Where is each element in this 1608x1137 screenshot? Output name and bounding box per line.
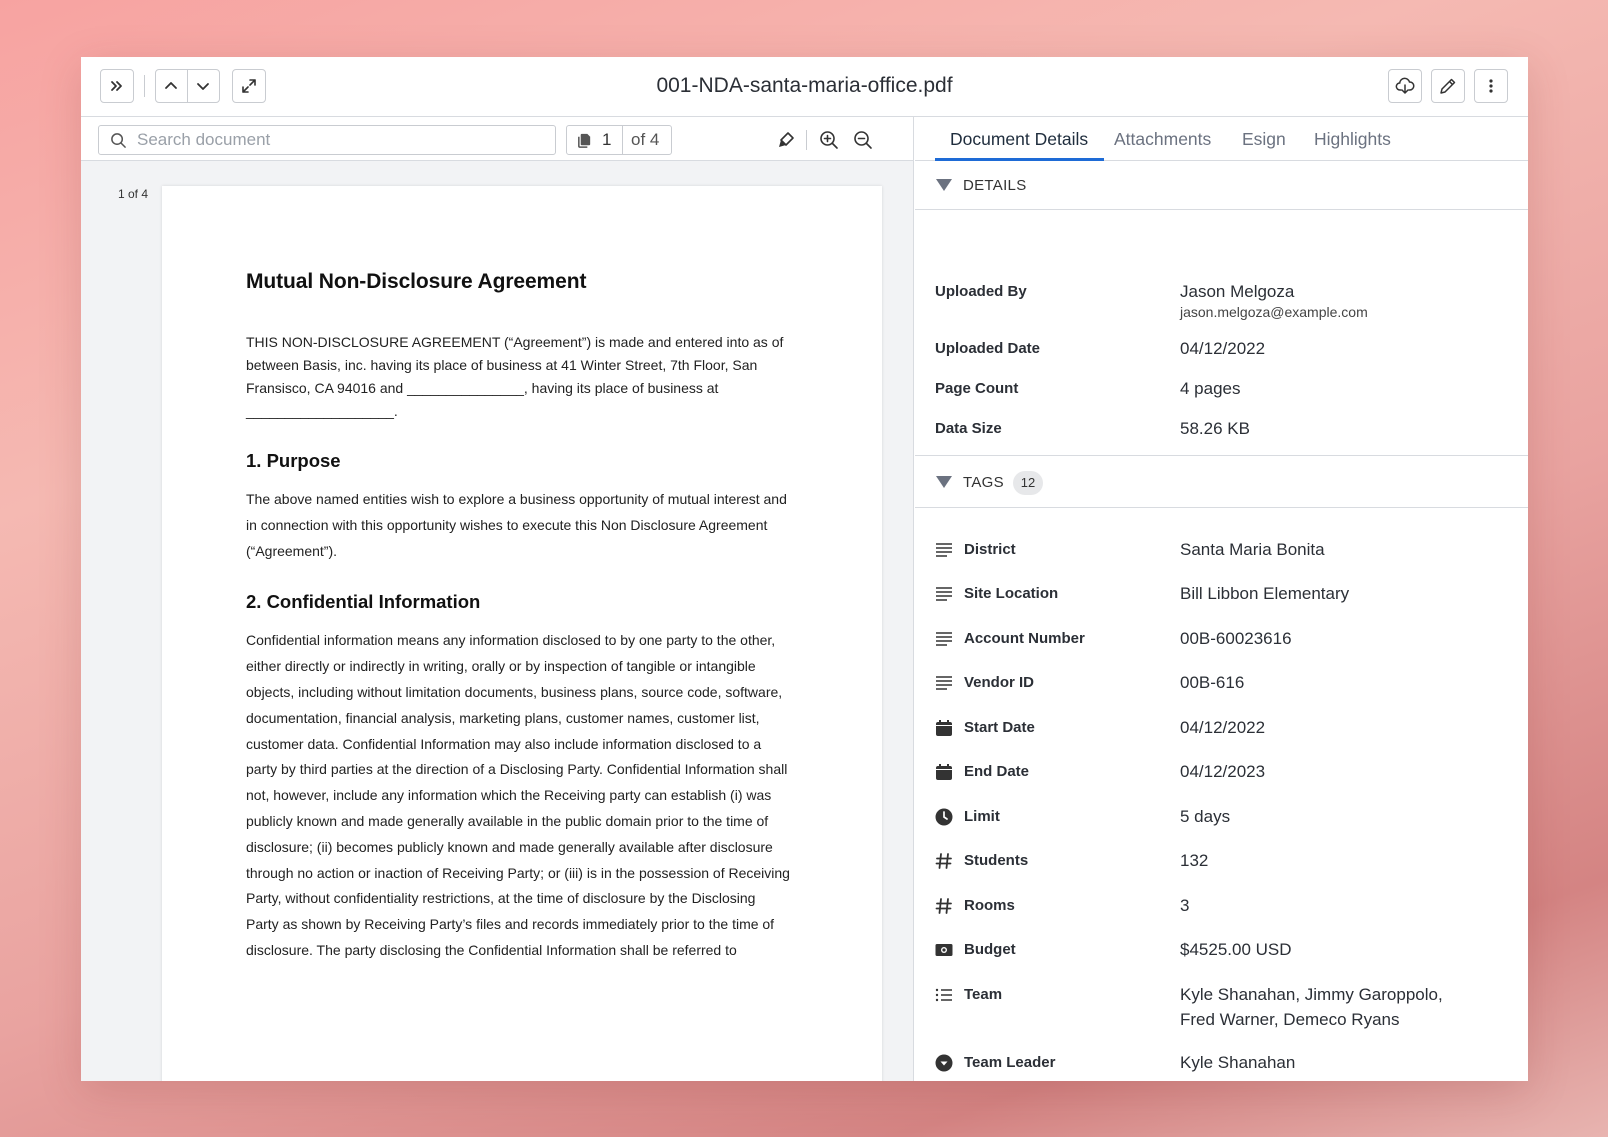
zoom-in-icon[interactable] [819, 130, 839, 150]
uploaded-by-name: Jason Melgoza [1180, 282, 1295, 301]
search-input[interactable] [137, 130, 537, 150]
uploaded-by-label: Uploaded By [935, 283, 1027, 300]
tag-label: Budget [964, 941, 1016, 958]
more-vertical-icon [1482, 77, 1500, 95]
tag-label: Students [964, 852, 1029, 869]
details-panel [915, 117, 1528, 1081]
details-section-header[interactable] [915, 161, 1528, 210]
section-heading: 1. Purpose [246, 450, 341, 471]
tag-value: 00B-616 [1180, 673, 1245, 692]
tag-label: Team Leader [964, 1054, 1056, 1071]
document-pane[interactable] [81, 161, 914, 1081]
picklist-icon [935, 1054, 953, 1072]
document-title: 001-NDA-santa-maria-office.pdf [656, 74, 953, 97]
tag-label: End Date [964, 763, 1030, 780]
collapse-triangle-icon [936, 179, 952, 191]
cloud-download-icon [1395, 76, 1415, 96]
money-icon [935, 941, 953, 959]
current-page: 1 [602, 130, 612, 149]
tab-attachments[interactable]: Attachments [1114, 129, 1212, 149]
tag-value: Kyle Shanahan, Jimmy Garoppolo, [1180, 985, 1443, 1004]
tag-value: 3 [1180, 896, 1190, 915]
document-heading: Mutual Non-Disclosure Agreement [246, 270, 587, 293]
tab-document-details[interactable]: Document Details [950, 129, 1089, 149]
list-icon [935, 986, 953, 1004]
tab-esign[interactable]: Esign [1242, 129, 1286, 149]
tag-label: Site Location [964, 585, 1059, 602]
tag-label: District [964, 541, 1016, 558]
title-bar [81, 57, 1528, 117]
clock-icon [935, 808, 953, 826]
calendar-icon [935, 719, 953, 737]
highlighter-icon[interactable] [776, 130, 796, 150]
collapse-triangle-icon [936, 476, 952, 488]
pdf-viewer-window [81, 57, 1528, 1081]
tag-value: 04/12/2022 [1180, 718, 1266, 737]
text-lines-icon [935, 630, 953, 648]
section-paragraph: Confidential information means any information disclosed to by one party to the other, either directly or indirectly in writing, orally or by inspection of tangible or intangible objects, including without limitation documents, business plans, source code, software, documentation, financial analysis, marketing plans, customer names, customer list, customer data. Confidential Information may also include information disclosed to a party by third parties at the direction of a Disclosing Party. Confidential Information shall not, however, include any information which the Receiving party can establish (i) was publicly known and made generally available in the public domain prior to the time of disclosure; (ii) becomes publicly known and made generally available after disclosure through no action or inaction of Receiving Party; or (iii) is in the possession of Receiving Party, without confidentiality restrictions, at the time of disclosure by the Disclosing Party as shown by Receiving Party’s files and records immediately prior to the time of disclosure. The party disclosing the Confidential Information shall be referred to [246, 632, 790, 958]
calendar-icon [935, 763, 953, 781]
download-button[interactable] [1388, 69, 1422, 103]
section-heading: 2. Confidential Information [246, 591, 481, 613]
tab-bar [915, 117, 1528, 161]
uploaded-date-label: Uploaded Date [935, 340, 1041, 357]
divider [806, 130, 807, 150]
tag-value: Fred Warner, Demeco Ryans [1180, 1010, 1400, 1029]
tags-section-header[interactable] [915, 456, 1528, 508]
tag-value: 5 days [1180, 807, 1231, 826]
page-count-value: 4 pages [1180, 379, 1241, 398]
text-lines-icon [935, 585, 953, 603]
intro-paragraph: THIS NON-DISCLOSURE AGREEMENT (“Agreement”) is made and entered into as of between Basis, inc. having its place of business at 41 Winter Street, 7th Floor, San Fransisco, CA 94016 and _______________, having its place of business at ___________________. [246, 334, 784, 419]
tag-value: 00B-60023616 [1180, 629, 1292, 648]
hash-icon [935, 897, 953, 915]
page-indicator: 1 of 4 [118, 187, 149, 201]
pencil-icon [1438, 76, 1458, 96]
tag-value: Santa Maria Bonita [1180, 540, 1325, 559]
page-selector [566, 125, 672, 155]
data-size-label: Data Size [935, 420, 1002, 437]
tab-highlights[interactable]: Highlights [1314, 129, 1391, 149]
tag-value: 132 [1180, 851, 1209, 870]
text-lines-icon [935, 541, 953, 559]
uploaded-date-value: 04/12/2022 [1180, 339, 1266, 358]
page-input[interactable] [567, 126, 623, 154]
text-lines-icon [935, 674, 953, 692]
tags-count-badge: 12 [1013, 471, 1043, 495]
tag-value: 04/12/2023 [1180, 762, 1266, 781]
edit-button[interactable] [1431, 69, 1465, 103]
data-size-value: 58.26 KB [1180, 419, 1250, 438]
tag-label: Vendor ID [964, 674, 1035, 691]
tags-heading: TAGS [963, 474, 1004, 491]
details-heading: DETAILS [963, 177, 1027, 194]
document-toolbar [81, 117, 914, 161]
tag-value: $4525.00 USD [1180, 940, 1292, 959]
tag-label: Team [964, 986, 1003, 1003]
total-pages: of 4 [631, 130, 660, 149]
tag-label: Rooms [964, 897, 1015, 914]
page-count-label: Page Count [935, 380, 1019, 397]
tag-label: Start Date [964, 719, 1035, 736]
zoom-out-icon[interactable] [853, 130, 873, 150]
section-paragraph: The above named entities wish to explore a business opportunity of mutual interest and in connection with this opportunity wishes to execute this Non Disclosure Agreement (“Agreement”). [246, 491, 787, 559]
tag-value: Kyle Shanahan [1180, 1053, 1296, 1072]
tag-label: Limit [964, 808, 1000, 825]
search-icon [110, 132, 127, 149]
pages-icon [576, 132, 593, 149]
more-actions-button[interactable] [1474, 69, 1508, 103]
hash-icon [935, 852, 953, 870]
document-page [162, 186, 882, 1081]
tag-label: Account Number [964, 630, 1085, 647]
uploaded-by-email: jason.melgoza@example.com [1180, 304, 1368, 320]
tag-value: Bill Libbon Elementary [1180, 584, 1350, 603]
search-box [98, 125, 556, 155]
